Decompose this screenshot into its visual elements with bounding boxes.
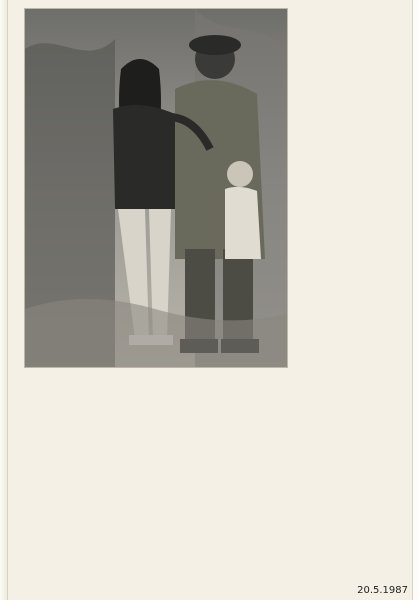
- newspaper-page: [8, 0, 412, 600]
- page-edge: [0, 0, 8, 600]
- article-photo: [24, 8, 288, 368]
- date-stamp: 20.5.1987: [357, 584, 408, 596]
- text-column-2: [156, 380, 276, 580]
- lower-columns: [24, 380, 408, 580]
- text-column-1: [288, 380, 408, 580]
- photo-caption: [24, 368, 286, 378]
- text-column-3: [24, 380, 144, 580]
- photo-image: [25, 9, 287, 367]
- article-body-column: [274, 40, 400, 396]
- page-footer: [18, 584, 408, 596]
